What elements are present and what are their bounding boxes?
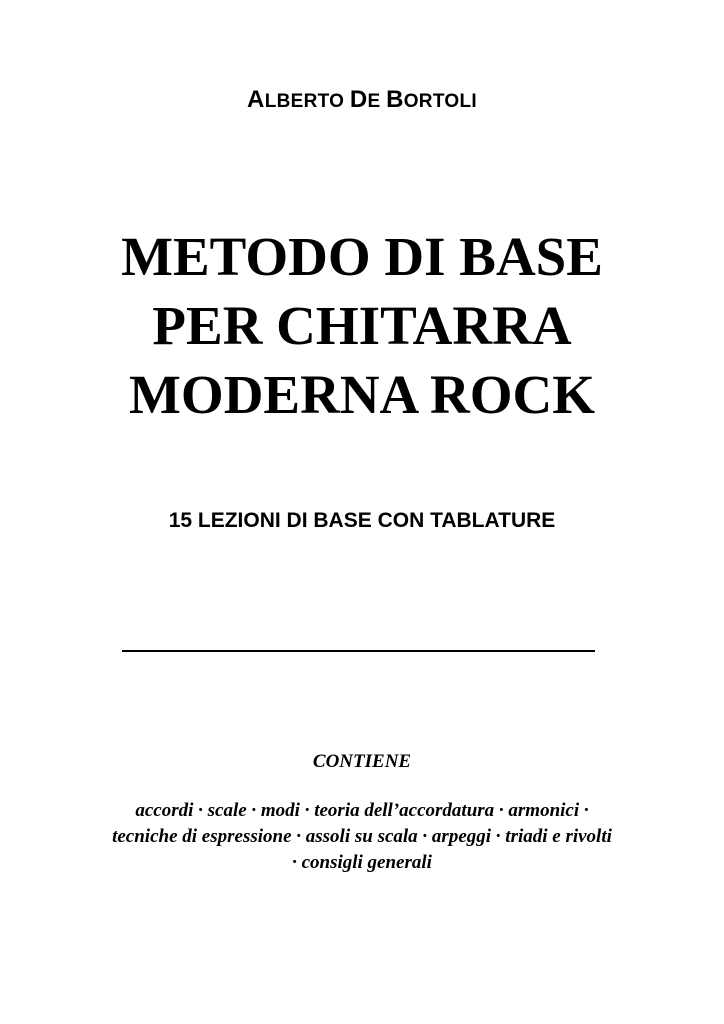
author-name xyxy=(0,86,724,114)
contents-heading: CONTIENE xyxy=(312,751,412,772)
contents-line-3: · consigli generali xyxy=(292,852,432,873)
title-line-2: PER CHITARRA xyxy=(152,295,572,356)
author-first-initial: A xyxy=(247,86,265,113)
book-title xyxy=(0,222,724,429)
contents-line-1: accordi · scale · modi · teoria dell’accordatura · armonici · xyxy=(135,800,589,821)
book-subtitle: 15 LEZIONI DI BASE CON TABLATURE xyxy=(168,509,556,532)
author-first-rest: LBERTO xyxy=(264,91,345,112)
contents-line-2: tecniche di espressione · assoli su scala · arpeggi · triadi e rivolti xyxy=(112,826,612,847)
author-middle-rest: E xyxy=(367,91,381,112)
contents-list xyxy=(0,798,724,876)
author-last-initial: B xyxy=(386,86,404,113)
title-line-1: METODO DI BASE xyxy=(121,226,603,287)
author-middle-initial: D xyxy=(349,86,368,113)
title-line-3: MODERNA ROCK xyxy=(129,364,595,425)
horizontal-divider xyxy=(122,650,595,652)
author-last-rest: ORTOLI xyxy=(403,91,477,112)
